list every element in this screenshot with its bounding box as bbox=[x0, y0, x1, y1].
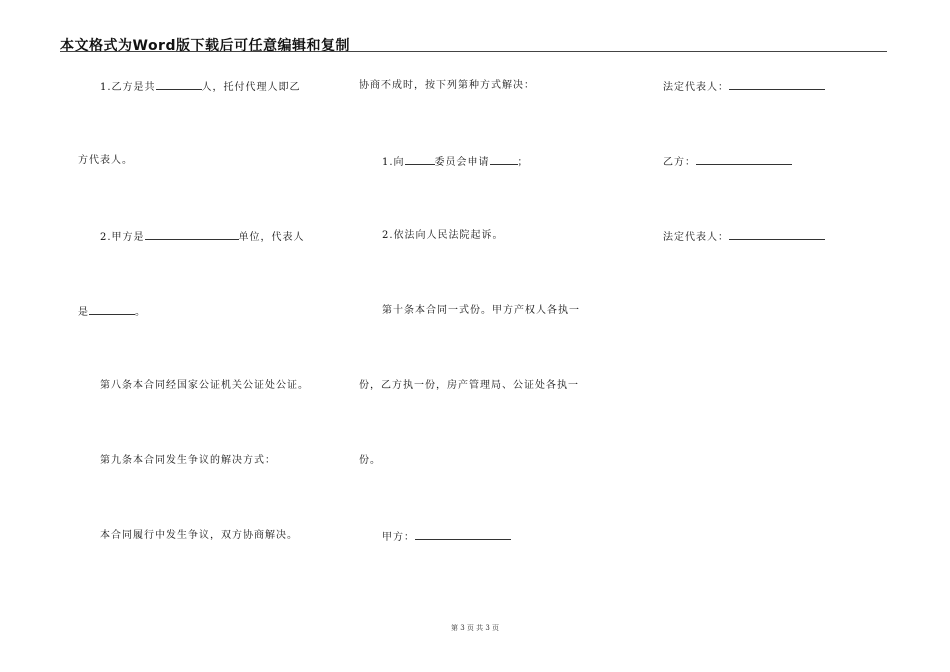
signature-blank bbox=[415, 530, 511, 540]
col2-line-3: 2.依法向人民法院起诉。 bbox=[382, 230, 504, 241]
fill-blank bbox=[89, 305, 135, 315]
signature-blank bbox=[729, 80, 825, 90]
fill-blank bbox=[405, 155, 435, 165]
col2-line-6: 份。 bbox=[359, 455, 381, 466]
col1-line-1: 1.乙方是共 人，托付代理人即乙 bbox=[100, 82, 301, 93]
col3-line-1: 法定代表人： bbox=[663, 80, 825, 94]
col2-line-1: 协商不成时，按下列第种方式解决： bbox=[359, 80, 535, 91]
col1-line-4: 是 。 bbox=[78, 307, 146, 318]
col1-line-3: 2.甲方是 单位，代表人 bbox=[100, 232, 305, 243]
fill-blank bbox=[490, 155, 518, 165]
fill-blank bbox=[156, 80, 202, 90]
fill-blank bbox=[145, 230, 239, 240]
header-divider bbox=[60, 51, 887, 52]
signature-blank bbox=[696, 155, 792, 165]
col1-line-2: 方代表人。 bbox=[78, 155, 133, 166]
col3-line-3: 法定代表人： bbox=[663, 230, 825, 244]
col2-line-7: 甲方： bbox=[382, 530, 511, 544]
signature-blank bbox=[729, 230, 825, 240]
col1-line-6: 第九条本合同发生争议的解决方式： bbox=[100, 455, 276, 466]
document-header-title: 本文格式为Word版下载后可任意编辑和复制 bbox=[60, 38, 350, 54]
col2-line-4: 第十条本合同一式份。甲方产权人各执一 bbox=[382, 305, 580, 316]
col1-line-5: 第八条本合同经国家公证机关公证处公证。 bbox=[100, 380, 309, 391]
col2-line-5: 份，乙方执一份，房产管理局、公证处各执一 bbox=[359, 380, 579, 391]
col2-line-2: 1.向 委员会申请 ； bbox=[382, 157, 529, 168]
col3-line-2: 乙方： bbox=[663, 155, 792, 169]
col1-line-7: 本合同履行中发生争议，双方协商解决。 bbox=[100, 530, 298, 541]
page-number-footer: 第 3 页 共 3 页 bbox=[450, 624, 500, 632]
